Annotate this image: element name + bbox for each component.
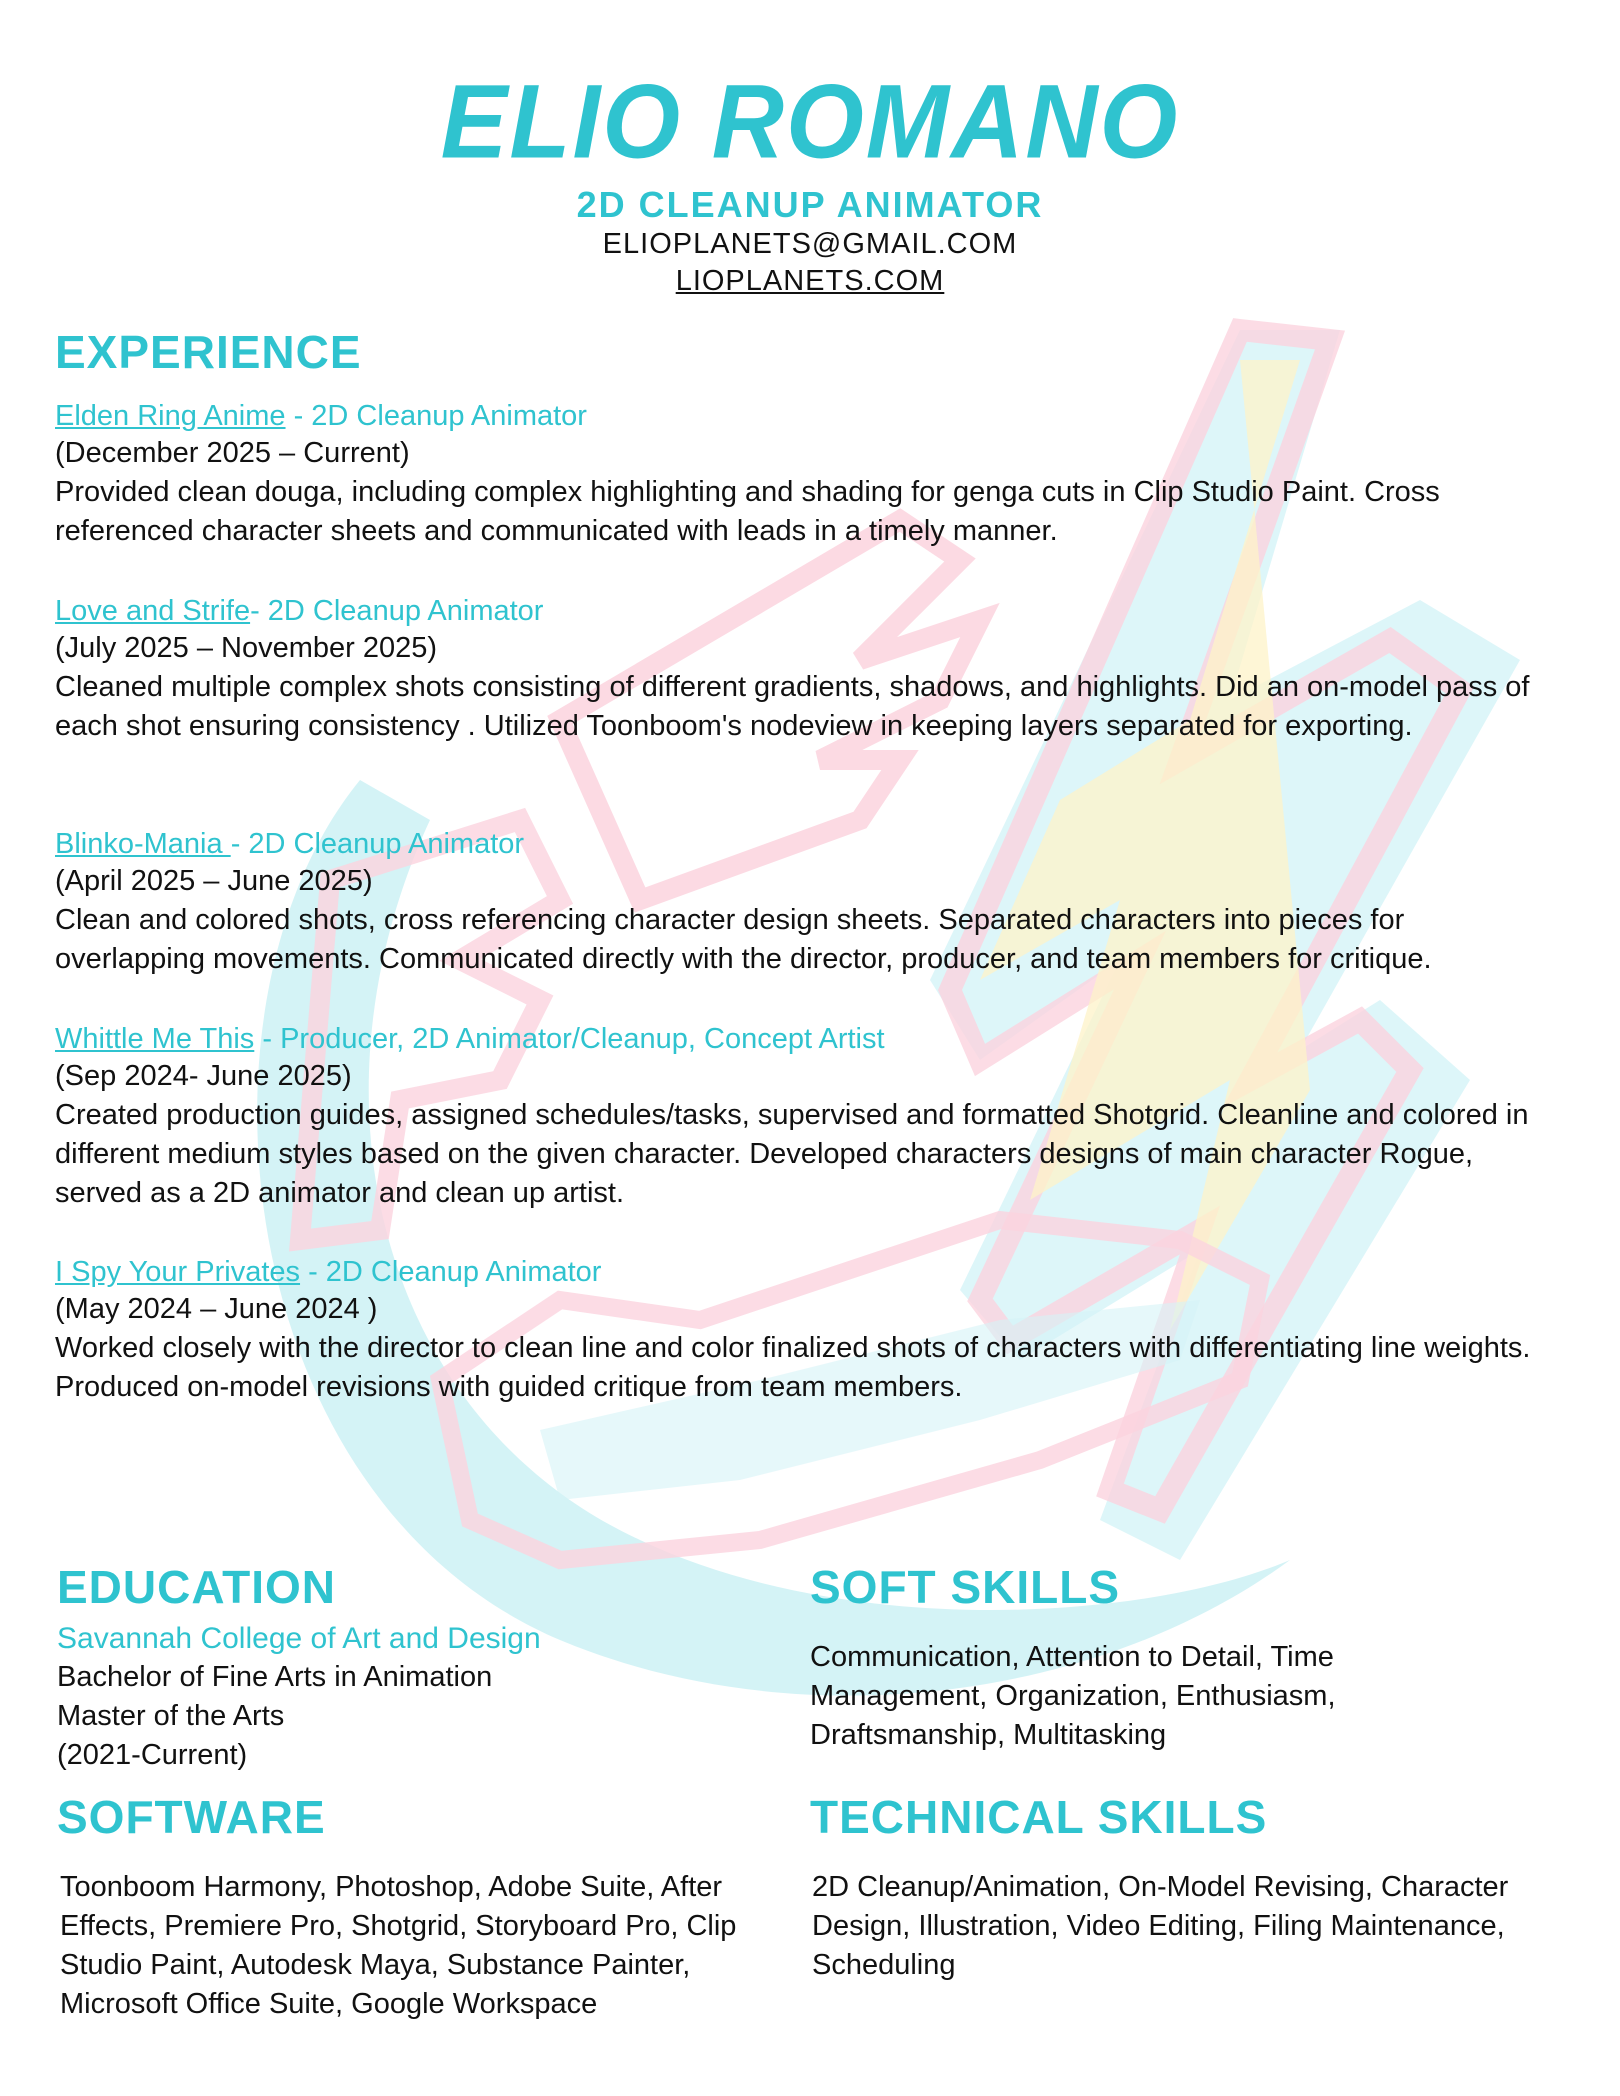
job-title (55, 593, 1555, 629)
job-title (55, 398, 1555, 434)
job-title (55, 826, 1555, 862)
education-dates: (2021-Current) (57, 1739, 248, 1771)
soft-skills-heading: SOFT SKILLS (810, 1561, 1120, 1613)
technical-skills-heading: TECHNICAL SKILLS (810, 1791, 1268, 1843)
soft-skills-text: Communication, Attention to Detail, Time Management, Organization, Enthusiasm, Draftsmanship, Multitasking (810, 1641, 1336, 1751)
job-dates: (July 2025 – November 2025) (55, 632, 438, 664)
job-description: Cleaned multiple complex shots consisting of different gradients, shadows, and highlights. Did an on-model pass of each shot ensuring consistency . Utilized Toonboom's nodeview in keeping layers separated for exporting. (55, 671, 1530, 742)
technical-skills-text: 2D Cleanup/Animation, On-Model Revising, Character Design, Illustration, Video Editing, Filing Maintenance, Scheduling (812, 1871, 1509, 1981)
job-description: Created production guides, assigned schedules/tasks, supervised and formatted Shotgrid. Cleanline and colored in different medium styles based on the given character. Developed characters designs of main character Rogue, served as a 2D animator and clean up artist. (55, 1099, 1529, 1209)
job-entry (55, 1254, 1555, 1407)
software-heading: SOFTWARE (57, 1791, 326, 1843)
job-dates: (April 2025 – June 2025) (55, 865, 373, 897)
job-role-label: - 2D Cleanup Animator (250, 595, 544, 627)
job-role-label: - 2D Cleanup Animator (285, 400, 587, 432)
project-link[interactable]: I Spy Your Privates (55, 1256, 301, 1288)
job-description: Provided clean douga, including complex highlighting and shading for genga cuts in Clip Studio Paint. Cross referenced character sheets and communicated with leads in a timely manner. (55, 476, 1440, 547)
education-block (57, 1620, 757, 1775)
name-title: ELIO ROMANO (440, 63, 1180, 181)
education-heading: EDUCATION (57, 1561, 337, 1613)
project-link[interactable]: Love and Strife (55, 595, 251, 627)
job-role-label: - 2D Cleanup Animator (230, 828, 525, 860)
job-entry (55, 826, 1555, 979)
software-text: Toonboom Harmony, Photoshop, Adobe Suite, After Effects, Premiere Pro, Shotgrid, Storyboard Pro, Clip Studio Paint, Autodesk Maya, Substance Painter, Microsoft Office Suite, Google Workspace (60, 1871, 737, 2020)
job-entry (55, 593, 1555, 746)
job-entry (55, 1021, 1555, 1213)
degree-line: Bachelor of Fine Arts in Animation (57, 1661, 493, 1693)
email-address[interactable]: ELIOPLANETS@GMAIL.COM (602, 228, 1018, 260)
project-link[interactable]: Whittle Me This (55, 1023, 255, 1055)
job-role-label: - 2D Cleanup Animator (300, 1256, 602, 1288)
job-title (55, 1254, 1555, 1290)
job-entry (55, 398, 1555, 551)
job-dates: (December 2025 – Current) (55, 437, 410, 469)
job-description: Clean and colored shots, cross referencing character design sheets. Separated characters into pieces for overlapping movements. Communicated directly with the director, producer, and team members for critique. (55, 904, 1432, 975)
job-description: Worked closely with the director to clean line and color finalized shots of characters with differentiating line weights. Produced on-model revisions with guided critique from team members. (55, 1332, 1531, 1403)
website-link[interactable]: LIOPLANETS.COM (675, 265, 945, 297)
project-link[interactable]: Blinko-Mania (55, 828, 231, 860)
job-dates: (Sep 2024- June 2025) (55, 1060, 352, 1092)
job-dates: (May 2024 – June 2024 ) (55, 1293, 378, 1325)
school-name: Savannah College of Art and Design (57, 1622, 541, 1655)
job-title (55, 1021, 1555, 1057)
degree-line: Master of the Arts (57, 1700, 285, 1732)
experience-heading: EXPERIENCE (55, 326, 362, 378)
job-role: 2D CLEANUP ANIMATOR (576, 184, 1044, 225)
project-link[interactable]: Elden Ring Anime (55, 400, 286, 432)
job-role-label: - Producer, 2D Animator/Cleanup, Concept Artist (254, 1023, 885, 1055)
resume-header (0, 63, 1620, 300)
